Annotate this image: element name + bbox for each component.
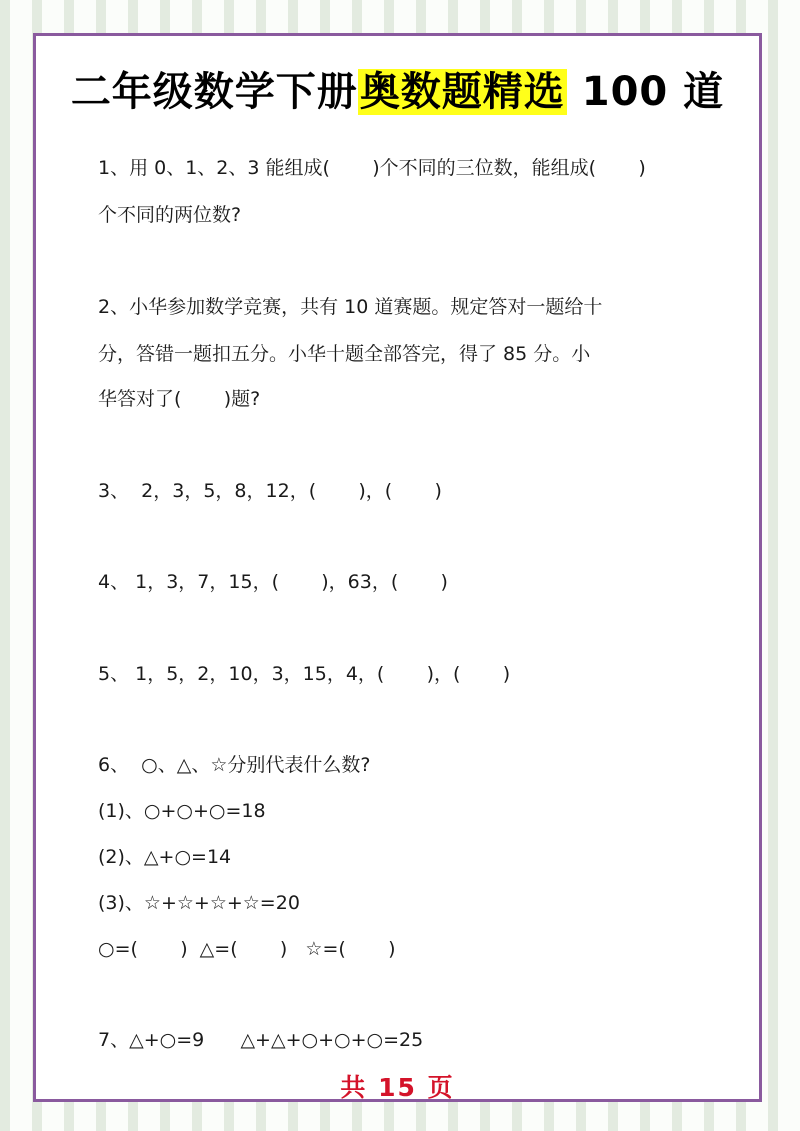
question-7-line-1: 7、△+○=9 △+△+○+○+○=25 — [98, 1029, 424, 1051]
question-1-line-1: 1、用 0、1、2、3 能组成( )个不同的三位数，能组成( ) — [98, 157, 646, 179]
worksheet-page — [33, 33, 762, 1102]
question-2-line-2: 分，答错一题扣五分。小华十题全部答完，得了 85 分。小 — [98, 343, 591, 365]
question-6-line-3: (2)、△+○=14 — [98, 846, 232, 868]
title-suffix: 100 道 — [566, 69, 725, 115]
page-count-footer: 共 15 页 — [340, 1073, 455, 1102]
question-6-line-2: (1)、○+○+○=18 — [98, 800, 266, 822]
question-2-line-3: 华答对了( )题? — [98, 388, 261, 410]
question-4-line-1: 4、 1，3，7，15，( )，63，( ) — [98, 571, 448, 593]
title-prefix: 二年级数学下册 — [70, 69, 358, 115]
title-highlight: 奥数题精选 — [359, 69, 565, 115]
question-5-line-1: 5、 1，5，2，10，3，15，4，( )，( ) — [98, 663, 511, 685]
question-6-line-1: 6、 ○、△、☆分别代表什么数? — [98, 754, 371, 776]
question-3-line-1: 3、 2，3，5，8，12，( )，( ) — [98, 480, 442, 502]
page-title — [36, 61, 759, 123]
question-6-line-4: (3)、☆+☆+☆+☆=20 — [98, 892, 300, 914]
question-2-line-1: 2、小华参加数学竞赛，共有 10 道赛题。规定答对一题给十 — [98, 296, 603, 318]
question-1-line-2: 个不同的两位数? — [98, 204, 242, 226]
question-6-line-5: ○=( ) △=( ) ☆=( ) — [98, 938, 396, 960]
